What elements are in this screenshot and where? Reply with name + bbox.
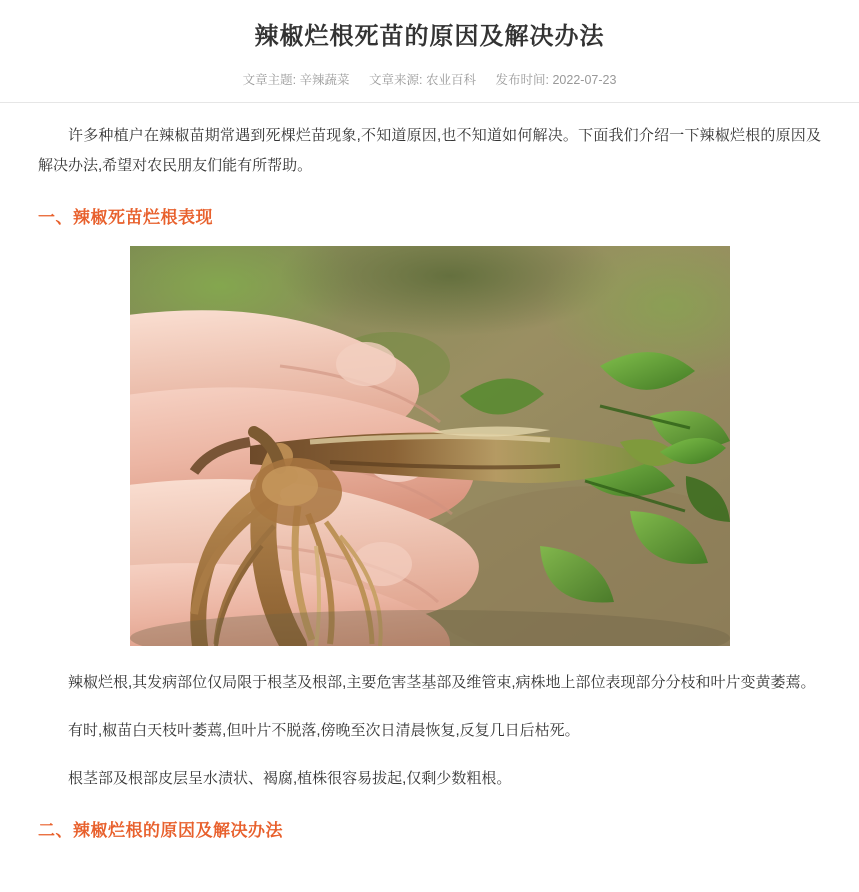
section-1-paragraph-1: 辣椒烂根,其发病部位仅局限于根茎及根部,主要危害茎基部及维管束,病株地上部位表现部分分枝和叶片变黄萎蔫。 [68,673,816,691]
section-1-paragraph-3: 根茎部及根部皮层呈水渍状、褐腐,植株很容易拔起,仅剩少数粗根。 [68,769,512,787]
meta-source-label: 文章来源: [369,72,423,87]
article-body [0,103,859,865]
meta-topic-label: 文章主题: [242,72,297,87]
meta-publish-time-label: 发布时间: [495,72,549,87]
section-2 [38,816,821,865]
meta-source-value: 农业百科 [426,72,477,87]
meta-source [369,70,476,88]
article-figure [38,246,821,646]
pepper-root-rot-illustration [130,246,730,646]
page-title: 辣椒烂根死苗的原因及解决办法 [254,23,605,50]
article-meta-bar [0,54,859,102]
section-heading-1: 一、辣椒死苗烂根表现 [38,207,213,227]
intro-paragraph: 许多种植户在辣椒苗期常遇到死棵烂苗现象,不知道原因,也不知道如何解决。下面我们介绍一下辣椒烂根的原因及解决办法,希望对农民朋友们能有所帮助。 [38,126,821,174]
section-1-paragraph-2: 有时,椒苗白天枝叶萎蔫,但叶片不脱落,傍晚至次日清晨恢复,反复几日后枯死。 [68,721,580,739]
meta-topic [243,70,350,88]
meta-publish-time-value: 2022-07-23 [552,72,617,87]
meta-publish-time [496,70,617,88]
meta-topic-value: 辛辣蔬菜 [299,72,350,87]
pepper-root-rot-photo [130,246,730,646]
section-heading-2: 二、辣椒烂根的原因及解决办法 [38,820,283,840]
